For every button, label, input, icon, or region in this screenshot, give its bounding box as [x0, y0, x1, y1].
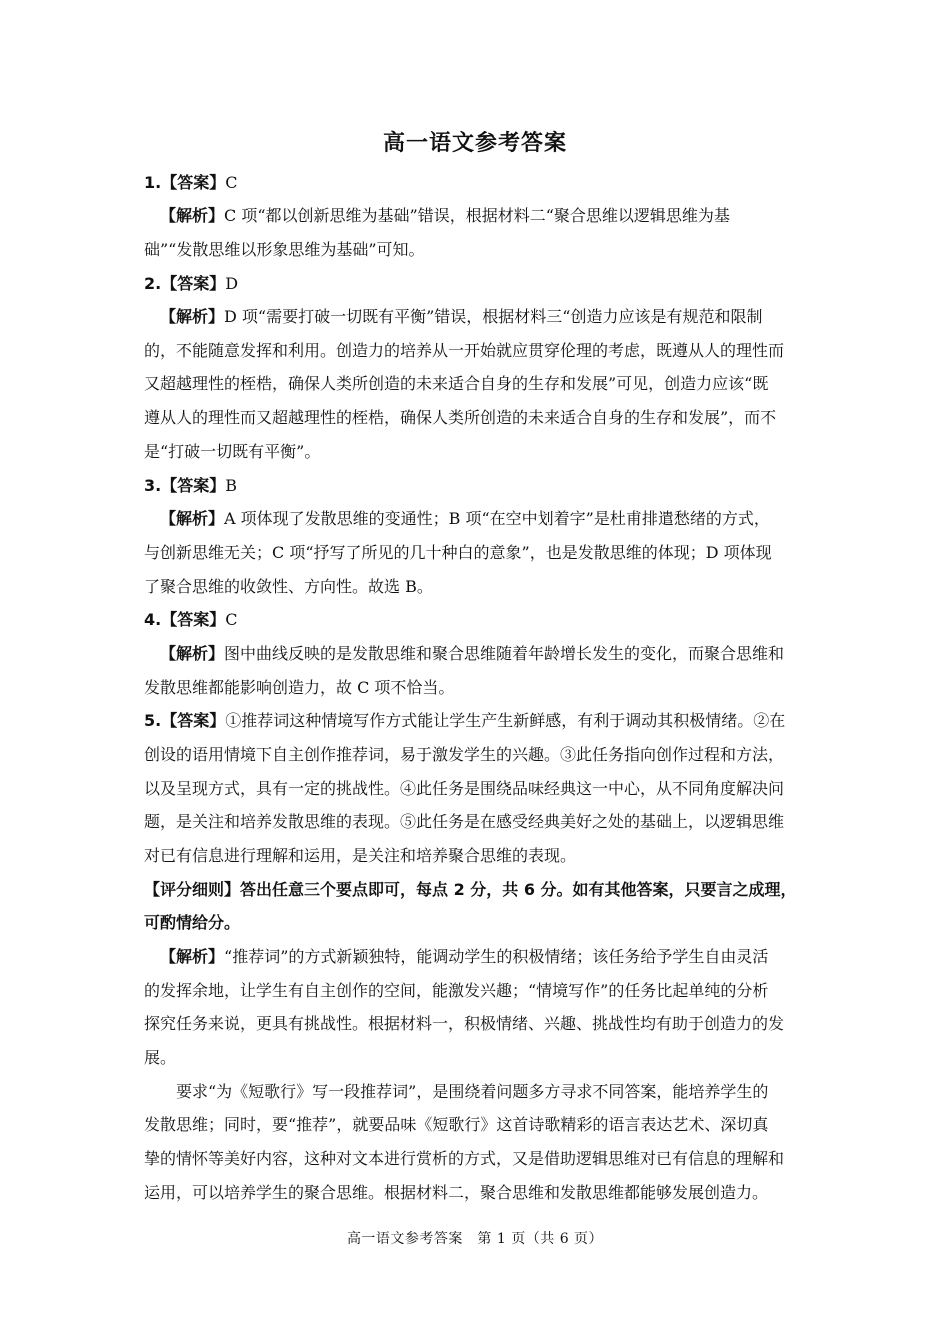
q5-scoring-line: 【评分细则】答出任意三个要点即可，每点 2 分，共 6 分。如有其他答案，只要言之成理， — [144, 880, 797, 899]
analysis-label: 【解析】 — [160, 307, 225, 326]
analysis-text: C 项“都以创新思维为基础”错误，根据材料二“聚合思维以逻辑思维为基 — [224, 206, 730, 225]
analysis-label: 【解析】 — [160, 644, 225, 663]
q5-paragraph-line: 挚的情怀等美好内容，这种对文本进行赏析的方式，又是借助逻辑思维对已有信息的理解和 — [144, 1149, 785, 1168]
analysis-text: D 项“需要打破一切既有平衡”错误，根据材料三“创造力应该是有规范和限制 — [224, 307, 763, 326]
analysis-text: 图中曲线反映的是发散思维和聚合思维随着年龄增长发生的变化，而聚合思维和 — [224, 644, 785, 663]
q4-analysis-line: 发散思维都能影响创造力，故 C 项不恰当。 — [144, 678, 455, 697]
page-footer: 高一语文参考答案 第 1 页（共 6 页） — [346, 1231, 604, 1247]
q1-analysis-line — [160, 205, 830, 227]
q2-analysis-line — [160, 306, 830, 328]
answer-label: 1.【答案】 — [144, 173, 226, 192]
q5-analysis-line: 的发挥余地，让学生有自主创作的空间，能激发兴趣；“情境写作”的任务比起单纯的分析 — [144, 981, 769, 1000]
q2-analysis-line: 的，不能随意发挥和利用。创造力的培养从一开始就应贯穿伦理的考虑，既遵从人的理性而 — [144, 341, 785, 360]
answer-value: D — [225, 274, 239, 293]
answer-label: 5.【答案】 — [144, 711, 226, 730]
q5-scoring-line: 可酌情给分。 — [144, 913, 241, 932]
analysis-text: “推荐词”的方式新颖独特，能调动学生的积极情绪；该任务给予学生自由灵活 — [224, 947, 769, 966]
q1-answer — [144, 172, 814, 194]
analysis-label: 【解析】 — [160, 947, 225, 966]
analysis-label: 【解析】 — [160, 206, 225, 225]
q3-analysis-line: 与创新思维无关；C 项“抒写了所见的几十种白的意象”，也是发散思维的体现；D 项体现 — [144, 543, 772, 562]
q3-analysis-line — [160, 508, 830, 530]
q2-analysis-line: 遵从人的理性而又超越理性的桎梏，确保人类所创造的未来适合自身的生存和发展”，而不 — [144, 408, 777, 427]
analysis-label: 【解析】 — [160, 509, 225, 528]
q2-analysis-line: 又超越理性的桎梏，确保人类所创造的未来适合自身的生存和发展”可见，创造力应该“既 — [144, 374, 769, 393]
q1-analysis-line: 础”“发散思维以形象思维为基础”可知。 — [144, 240, 425, 259]
q5-paragraph-line: 发散思维；同时，要“推荐”，就要品味《短歌行》这首诗歌精彩的语言表达艺术、深切真 — [144, 1115, 769, 1134]
q5-answer-line — [144, 710, 814, 732]
q5-analysis-line: 展。 — [144, 1048, 177, 1067]
answer-label: 2.【答案】 — [144, 274, 226, 293]
answer-label: 3.【答案】 — [144, 476, 226, 495]
answer-value: C — [225, 173, 238, 192]
answer-value: C — [225, 610, 238, 629]
answer-label: 4.【答案】 — [144, 610, 226, 629]
q2-analysis-line: 是“打破一切既有平衡”。 — [144, 442, 321, 461]
q2-answer — [144, 273, 814, 295]
q4-answer — [144, 609, 814, 631]
q5-answer-line: 以及呈现方式，具有一定的挑战性。④此任务是围绕品味经典这一中心，从不同角度解决问 — [144, 779, 785, 798]
q5-paragraph-line: 要求“为《短歌行》写一段推荐词”，是围绕着问题多方寻求不同答案，能培养学生的 — [176, 1082, 769, 1101]
q5-answer-line: 创设的语用情境下自主创作推荐词，易于激发学生的兴趣。③此任务指向创作过程和方法， — [144, 745, 785, 764]
answer-value: B — [225, 476, 237, 495]
answer-text: ①推荐词这种情境写作方式能让学生产生新鲜感，有利于调动其积极情绪。②在 — [225, 711, 786, 730]
page-title: 高一语文参考答案 — [382, 131, 567, 156]
q5-paragraph-line: 运用，可以培养学生的聚合思维。根据材料二，聚合思维和发散思维都能够发展创造力。 — [144, 1183, 769, 1202]
q5-analysis-line: 探究任务来说，更具有挑战性。根据材料一，积极情绪、兴趣、挑战性均有助于创造力的发 — [144, 1014, 785, 1033]
q5-answer-line: 题，是关注和培养发散思维的表现。⑤此任务是在感受经典美好之处的基础上，以逻辑思维 — [144, 812, 785, 831]
q3-answer — [144, 475, 814, 497]
q5-answer-line: 对已有信息进行理解和运用，是关注和培养聚合思维的表现。 — [144, 846, 577, 865]
q4-analysis-line — [160, 643, 830, 665]
analysis-text: A 项体现了发散思维的变通性；B 项“在空中划着字”是杜甫排遣愁绪的方式， — [224, 509, 770, 528]
q5-analysis-line — [160, 946, 830, 968]
q3-analysis-line: 了聚合思维的收敛性、方向性。故选 B。 — [144, 577, 433, 596]
